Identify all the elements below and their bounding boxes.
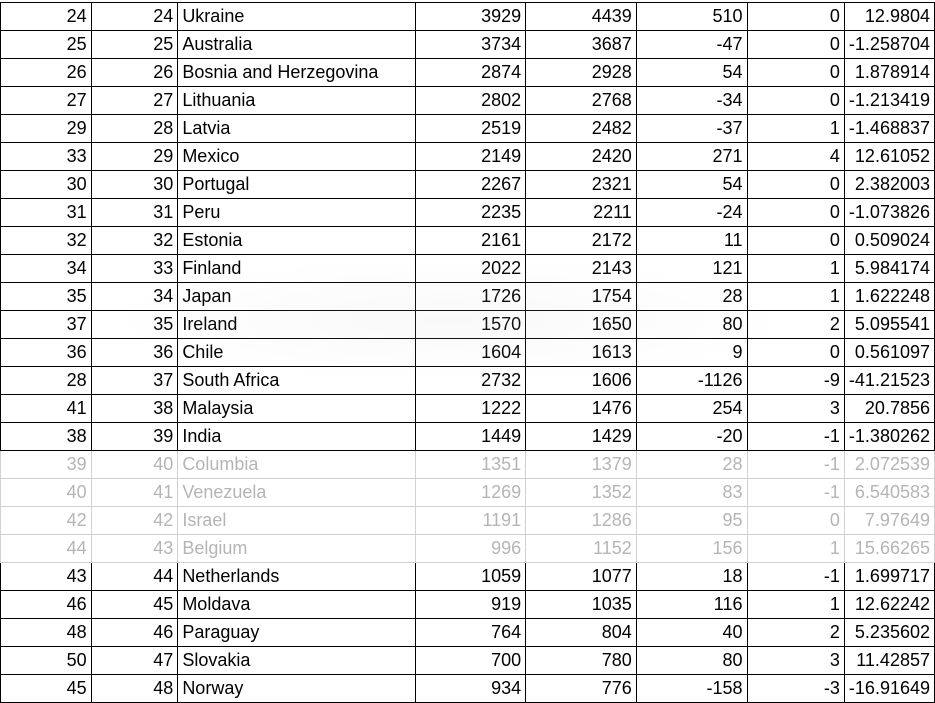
percent-change-cell[interactable]: 0.509024	[844, 227, 934, 255]
value-previous-cell[interactable]: 764	[415, 619, 526, 647]
rank-previous-cell[interactable]: 36	[1, 339, 92, 367]
rank-current-cell[interactable]: 46	[91, 619, 178, 647]
rank-previous-cell[interactable]: 27	[1, 87, 92, 115]
country-cell[interactable]: Chile	[178, 339, 415, 367]
rank-current-cell[interactable]: 48	[91, 675, 178, 703]
table-body	[1, 3, 935, 703]
rank-change-cell[interactable]: 4	[747, 143, 844, 171]
value-previous-cell[interactable]: 2022	[415, 255, 526, 283]
rank-current-cell[interactable]: 38	[91, 395, 178, 423]
value-current-cell[interactable]: 1286	[526, 507, 637, 535]
rank-change-cell[interactable]: -1	[747, 423, 844, 451]
value-current-cell[interactable]: 1606	[526, 367, 637, 395]
table-row	[1, 199, 935, 227]
value-current-cell[interactable]: 2928	[526, 59, 637, 87]
value-previous-cell[interactable]: 2267	[415, 171, 526, 199]
country-cell[interactable]: Slovakia	[178, 647, 415, 675]
rank-previous-cell[interactable]: 28	[1, 367, 92, 395]
rank-current-cell[interactable]: 36	[91, 339, 178, 367]
rank-change-cell[interactable]: -9	[747, 367, 844, 395]
value-current-cell[interactable]: 2143	[526, 255, 637, 283]
value-current-cell[interactable]: 4439	[526, 3, 637, 31]
value-previous-cell[interactable]: 2149	[415, 143, 526, 171]
difference-cell[interactable]: -47	[636, 31, 747, 59]
difference-cell[interactable]: -34	[636, 87, 747, 115]
rank-current-cell[interactable]: 32	[91, 227, 178, 255]
table-row	[1, 255, 935, 283]
value-previous-cell[interactable]: 700	[415, 647, 526, 675]
difference-cell[interactable]: 510	[636, 3, 747, 31]
difference-cell[interactable]: 254	[636, 395, 747, 423]
percent-change-cell[interactable]: 5.095541	[844, 311, 934, 339]
difference-cell[interactable]: 18	[636, 563, 747, 591]
value-previous-cell[interactable]: 1191	[415, 507, 526, 535]
rank-previous-cell[interactable]: 44	[1, 535, 92, 563]
country-cell[interactable]: Paraguay	[178, 619, 415, 647]
rank-previous-cell[interactable]: 38	[1, 423, 92, 451]
table-row	[1, 507, 935, 535]
rank-previous-cell[interactable]: 33	[1, 143, 92, 171]
rank-current-cell[interactable]: 35	[91, 311, 178, 339]
country-cell[interactable]: Mexico	[178, 143, 415, 171]
rank-change-cell[interactable]: 0	[747, 59, 844, 87]
value-current-cell[interactable]: 2211	[526, 199, 637, 227]
table-row	[1, 227, 935, 255]
table-row	[1, 647, 935, 675]
value-current-cell[interactable]: 2420	[526, 143, 637, 171]
value-previous-cell[interactable]: 1604	[415, 339, 526, 367]
value-current-cell[interactable]: 2482	[526, 115, 637, 143]
table-row	[1, 423, 935, 451]
country-cell[interactable]: Belgium	[178, 535, 415, 563]
rank-change-cell[interactable]: -1	[747, 479, 844, 507]
rank-previous-cell[interactable]: 34	[1, 255, 92, 283]
difference-cell[interactable]: -1126	[636, 367, 747, 395]
rank-current-cell[interactable]: 45	[91, 591, 178, 619]
rank-change-cell[interactable]: 1	[747, 283, 844, 311]
difference-cell[interactable]: 116	[636, 591, 747, 619]
country-cell[interactable]: India	[178, 423, 415, 451]
table-row	[1, 283, 935, 311]
percent-change-cell[interactable]: -1.258704	[844, 31, 934, 59]
country-cell[interactable]: Moldava	[178, 591, 415, 619]
rank-change-cell[interactable]: 0	[747, 171, 844, 199]
country-cell[interactable]: Finland	[178, 255, 415, 283]
rank-previous-cell[interactable]: 40	[1, 479, 92, 507]
table-row	[1, 31, 935, 59]
rank-current-cell[interactable]: 41	[91, 479, 178, 507]
country-cell[interactable]: Netherlands	[178, 563, 415, 591]
percent-change-cell[interactable]: -1.213419	[844, 87, 934, 115]
rank-change-cell[interactable]: 2	[747, 311, 844, 339]
percent-change-cell[interactable]: 1.622248	[844, 283, 934, 311]
percent-change-cell[interactable]: 12.9804	[844, 3, 934, 31]
value-previous-cell[interactable]: 2802	[415, 87, 526, 115]
table-row	[1, 143, 935, 171]
value-current-cell[interactable]: 1152	[526, 535, 637, 563]
percent-change-cell[interactable]: 0.561097	[844, 339, 934, 367]
value-current-cell[interactable]: 2768	[526, 87, 637, 115]
value-previous-cell[interactable]: 1726	[415, 283, 526, 311]
difference-cell[interactable]: -37	[636, 115, 747, 143]
rank-current-cell[interactable]: 42	[91, 507, 178, 535]
spreadsheet-table	[0, 2, 935, 703]
rank-previous-cell[interactable]: 35	[1, 283, 92, 311]
percent-change-cell[interactable]: 5.235602	[844, 619, 934, 647]
rank-previous-cell[interactable]: 30	[1, 171, 92, 199]
value-current-cell[interactable]: 1077	[526, 563, 637, 591]
rank-current-cell[interactable]: 34	[91, 283, 178, 311]
value-current-cell[interactable]: 1613	[526, 339, 637, 367]
percent-change-cell[interactable]: 12.61052	[844, 143, 934, 171]
table-row	[1, 171, 935, 199]
percent-change-cell[interactable]: -1.073826	[844, 199, 934, 227]
country-cell[interactable]: Portugal	[178, 171, 415, 199]
table-row	[1, 59, 935, 87]
rank-change-cell[interactable]: 1	[747, 115, 844, 143]
rank-change-cell[interactable]: 3	[747, 395, 844, 423]
rank-current-cell[interactable]: 39	[91, 423, 178, 451]
rank-previous-cell[interactable]: 43	[1, 563, 92, 591]
rank-current-cell[interactable]: 44	[91, 563, 178, 591]
rank-previous-cell[interactable]: 39	[1, 451, 92, 479]
rank-change-cell[interactable]: 1	[747, 591, 844, 619]
table-row	[1, 535, 935, 563]
percent-change-cell[interactable]: 6.540583	[844, 479, 934, 507]
difference-cell[interactable]: 83	[636, 479, 747, 507]
rank-current-cell[interactable]: 47	[91, 647, 178, 675]
difference-cell[interactable]: 271	[636, 143, 747, 171]
rank-previous-cell[interactable]: 29	[1, 115, 92, 143]
percent-change-cell[interactable]: 5.984174	[844, 255, 934, 283]
value-current-cell[interactable]: 780	[526, 647, 637, 675]
value-current-cell[interactable]: 804	[526, 619, 637, 647]
rank-change-cell[interactable]: 2	[747, 619, 844, 647]
value-previous-cell[interactable]: 3734	[415, 31, 526, 59]
rank-current-cell[interactable]: 28	[91, 115, 178, 143]
rank-change-cell[interactable]: -3	[747, 675, 844, 703]
rank-change-cell[interactable]: 0	[747, 87, 844, 115]
rank-current-cell[interactable]: 29	[91, 143, 178, 171]
value-previous-cell[interactable]: 1059	[415, 563, 526, 591]
value-previous-cell[interactable]: 2519	[415, 115, 526, 143]
country-cell[interactable]: Estonia	[178, 227, 415, 255]
value-current-cell[interactable]: 1476	[526, 395, 637, 423]
value-previous-cell[interactable]: 2732	[415, 367, 526, 395]
difference-cell[interactable]: 121	[636, 255, 747, 283]
percent-change-cell[interactable]: 1.878914	[844, 59, 934, 87]
value-previous-cell[interactable]: 3929	[415, 3, 526, 31]
country-cell[interactable]: Australia	[178, 31, 415, 59]
value-previous-cell[interactable]: 1351	[415, 451, 526, 479]
rank-change-cell[interactable]: 1	[747, 255, 844, 283]
rank-current-cell[interactable]: 40	[91, 451, 178, 479]
country-cell[interactable]: Ireland	[178, 311, 415, 339]
percent-change-cell[interactable]: 2.382003	[844, 171, 934, 199]
rank-current-cell[interactable]: 30	[91, 171, 178, 199]
difference-cell[interactable]: 11	[636, 227, 747, 255]
value-previous-cell[interactable]: 2874	[415, 59, 526, 87]
percent-change-cell[interactable]: -41.21523	[844, 367, 934, 395]
percent-change-cell[interactable]: -1.380262	[844, 423, 934, 451]
rank-previous-cell[interactable]: 41	[1, 395, 92, 423]
value-previous-cell[interactable]: 1449	[415, 423, 526, 451]
rank-change-cell[interactable]: -1	[747, 451, 844, 479]
value-previous-cell[interactable]: 2235	[415, 199, 526, 227]
difference-cell[interactable]: 95	[636, 507, 747, 535]
percent-change-cell[interactable]: -1.468837	[844, 115, 934, 143]
country-cell[interactable]: Israel	[178, 507, 415, 535]
rank-previous-cell[interactable]: 32	[1, 227, 92, 255]
rank-change-cell[interactable]: 3	[747, 647, 844, 675]
table-row	[1, 479, 935, 507]
difference-cell[interactable]: 40	[636, 619, 747, 647]
difference-cell[interactable]: 54	[636, 171, 747, 199]
rank-change-cell[interactable]: 0	[747, 339, 844, 367]
rank-previous-cell[interactable]: 50	[1, 647, 92, 675]
table-row	[1, 367, 935, 395]
table-row	[1, 619, 935, 647]
percent-change-cell[interactable]: 12.62242	[844, 591, 934, 619]
value-previous-cell[interactable]: 996	[415, 535, 526, 563]
rank-previous-cell[interactable]: 37	[1, 311, 92, 339]
difference-cell[interactable]: 28	[636, 451, 747, 479]
value-current-cell[interactable]: 2321	[526, 171, 637, 199]
difference-cell[interactable]: 80	[636, 647, 747, 675]
country-cell[interactable]: Columbia	[178, 451, 415, 479]
table-row	[1, 339, 935, 367]
percent-change-cell[interactable]: 20.7856	[844, 395, 934, 423]
value-previous-cell[interactable]: 1570	[415, 311, 526, 339]
rank-change-cell[interactable]: 0	[747, 507, 844, 535]
percent-change-cell[interactable]: 2.072539	[844, 451, 934, 479]
rank-change-cell[interactable]: -1	[747, 563, 844, 591]
rank-previous-cell[interactable]: 48	[1, 619, 92, 647]
value-current-cell[interactable]: 1035	[526, 591, 637, 619]
rank-previous-cell[interactable]: 25	[1, 31, 92, 59]
country-cell[interactable]: Malaysia	[178, 395, 415, 423]
value-current-cell[interactable]: 1352	[526, 479, 637, 507]
rank-change-cell[interactable]: 1	[747, 535, 844, 563]
difference-cell[interactable]: -20	[636, 423, 747, 451]
table-row	[1, 395, 935, 423]
value-previous-cell[interactable]: 934	[415, 675, 526, 703]
difference-cell[interactable]: -24	[636, 199, 747, 227]
rank-current-cell[interactable]: 27	[91, 87, 178, 115]
country-cell[interactable]: Bosnia and Herzegovina	[178, 59, 415, 87]
table-row	[1, 311, 935, 339]
rank-change-cell[interactable]: 0	[747, 227, 844, 255]
rank-current-cell[interactable]: 25	[91, 31, 178, 59]
value-current-cell[interactable]: 1429	[526, 423, 637, 451]
value-previous-cell[interactable]: 2161	[415, 227, 526, 255]
value-previous-cell[interactable]: 1222	[415, 395, 526, 423]
difference-cell[interactable]: 28	[636, 283, 747, 311]
value-current-cell[interactable]: 1650	[526, 311, 637, 339]
country-cell[interactable]: Norway	[178, 675, 415, 703]
rank-previous-cell[interactable]: 31	[1, 199, 92, 227]
rank-previous-cell[interactable]: 42	[1, 507, 92, 535]
rank-previous-cell[interactable]: 26	[1, 59, 92, 87]
rank-previous-cell[interactable]: 45	[1, 675, 92, 703]
country-cell[interactable]: South Africa	[178, 367, 415, 395]
country-cell[interactable]: Venezuela	[178, 479, 415, 507]
rank-current-cell[interactable]: 43	[91, 535, 178, 563]
difference-cell[interactable]: 156	[636, 535, 747, 563]
percent-change-cell[interactable]: 7.97649	[844, 507, 934, 535]
table-row	[1, 451, 935, 479]
rank-current-cell[interactable]: 33	[91, 255, 178, 283]
table-row	[1, 563, 935, 591]
percent-change-cell[interactable]: -16.91649	[844, 675, 934, 703]
rank-current-cell[interactable]: 24	[91, 3, 178, 31]
country-cell[interactable]: Ukraine	[178, 3, 415, 31]
rank-current-cell[interactable]: 26	[91, 59, 178, 87]
value-current-cell[interactable]: 3687	[526, 31, 637, 59]
rank-change-cell[interactable]: 0	[747, 31, 844, 59]
value-current-cell[interactable]: 1379	[526, 451, 637, 479]
rank-change-cell[interactable]: 0	[747, 3, 844, 31]
value-current-cell[interactable]: 1754	[526, 283, 637, 311]
difference-cell[interactable]: 9	[636, 339, 747, 367]
value-current-cell[interactable]: 776	[526, 675, 637, 703]
percent-change-cell[interactable]: 1.699717	[844, 563, 934, 591]
value-current-cell[interactable]: 2172	[526, 227, 637, 255]
percent-change-cell[interactable]: 15.66265	[844, 535, 934, 563]
rank-change-cell[interactable]: 0	[747, 199, 844, 227]
table-row	[1, 3, 935, 31]
value-previous-cell[interactable]: 919	[415, 591, 526, 619]
country-cell[interactable]: Peru	[178, 199, 415, 227]
country-cell[interactable]: Japan	[178, 283, 415, 311]
rank-current-cell[interactable]: 31	[91, 199, 178, 227]
value-previous-cell[interactable]: 1269	[415, 479, 526, 507]
rank-previous-cell[interactable]: 24	[1, 3, 92, 31]
table-row	[1, 675, 935, 703]
country-cell[interactable]: Latvia	[178, 115, 415, 143]
table-row	[1, 87, 935, 115]
difference-cell[interactable]: -158	[636, 675, 747, 703]
country-cell[interactable]: Lithuania	[178, 87, 415, 115]
difference-cell[interactable]: 80	[636, 311, 747, 339]
rank-current-cell[interactable]: 37	[91, 367, 178, 395]
table-row	[1, 591, 935, 619]
difference-cell[interactable]: 54	[636, 59, 747, 87]
rank-previous-cell[interactable]: 46	[1, 591, 92, 619]
percent-change-cell[interactable]: 11.42857	[844, 647, 934, 675]
table-row	[1, 115, 935, 143]
